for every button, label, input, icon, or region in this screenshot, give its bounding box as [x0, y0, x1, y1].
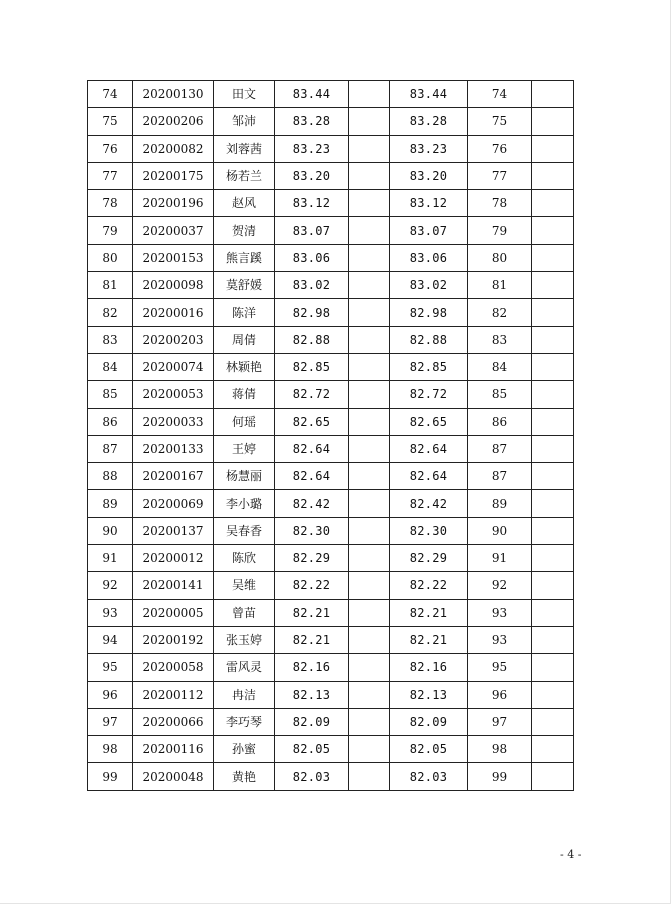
table-row: [88, 135, 574, 162]
rank-cell: 75: [468, 108, 532, 135]
bonus-cell: [349, 626, 390, 653]
exam-number-cell: 20200048: [133, 763, 214, 790]
bonus-cell: [349, 135, 390, 162]
rank-cell: 92: [468, 572, 532, 599]
name-cell: 张玉婷: [214, 626, 275, 653]
name-cell: 雷风灵: [214, 654, 275, 681]
total-score-cell: 82.05: [390, 736, 468, 763]
note-cell: [532, 81, 574, 108]
exam-number-cell: 20200167: [133, 463, 214, 490]
score-cell: 83.02: [275, 272, 349, 299]
note-cell: [532, 162, 574, 189]
score-cell: 82.05: [275, 736, 349, 763]
note-cell: [532, 353, 574, 380]
rank-cell: 93: [468, 599, 532, 626]
score-cell: 82.30: [275, 517, 349, 544]
note-cell: [532, 435, 574, 462]
total-score-cell: 82.21: [390, 599, 468, 626]
seq-cell: 82: [88, 299, 133, 326]
seq-cell: 98: [88, 736, 133, 763]
score-cell: 82.72: [275, 381, 349, 408]
bonus-cell: [349, 545, 390, 572]
table-row: [88, 572, 574, 599]
name-cell: 李小璐: [214, 490, 275, 517]
table-row: [88, 517, 574, 544]
note-cell: [532, 381, 574, 408]
name-cell: 熊言蹊: [214, 244, 275, 271]
score-cell: 83.28: [275, 108, 349, 135]
note-cell: [532, 708, 574, 735]
exam-number-cell: 20200053: [133, 381, 214, 408]
table-row: [88, 217, 574, 244]
note-cell: [532, 326, 574, 353]
name-cell: 田文: [214, 81, 275, 108]
seq-cell: 77: [88, 162, 133, 189]
name-cell: 刘蓉茜: [214, 135, 275, 162]
seq-cell: 78: [88, 190, 133, 217]
note-cell: [532, 217, 574, 244]
table-row: [88, 190, 574, 217]
name-cell: 何瑶: [214, 408, 275, 435]
note-cell: [532, 135, 574, 162]
total-score-cell: 82.09: [390, 708, 468, 735]
total-score-cell: 82.03: [390, 763, 468, 790]
exam-number-cell: 20200066: [133, 708, 214, 735]
bonus-cell: [349, 490, 390, 517]
total-score-cell: 82.88: [390, 326, 468, 353]
rank-cell: 90: [468, 517, 532, 544]
total-score-cell: 82.72: [390, 381, 468, 408]
bonus-cell: [349, 108, 390, 135]
exam-number-cell: 20200033: [133, 408, 214, 435]
table-row: [88, 763, 574, 790]
score-cell: 82.64: [275, 435, 349, 462]
rank-cell: 81: [468, 272, 532, 299]
seq-cell: 83: [88, 326, 133, 353]
table-row: [88, 244, 574, 271]
note-cell: [532, 763, 574, 790]
exam-number-cell: 20200098: [133, 272, 214, 299]
exam-number-cell: 20200192: [133, 626, 214, 653]
score-table: [87, 80, 574, 791]
total-score-cell: 83.12: [390, 190, 468, 217]
table-row: [88, 708, 574, 735]
exam-number-cell: 20200037: [133, 217, 214, 244]
bonus-cell: [349, 162, 390, 189]
exam-number-cell: 20200074: [133, 353, 214, 380]
name-cell: 黄艳: [214, 763, 275, 790]
bonus-cell: [349, 408, 390, 435]
score-cell: 83.06: [275, 244, 349, 271]
exam-number-cell: 20200005: [133, 599, 214, 626]
bonus-cell: [349, 244, 390, 271]
bonus-cell: [349, 326, 390, 353]
score-cell: 82.03: [275, 763, 349, 790]
note-cell: [532, 654, 574, 681]
seq-cell: 88: [88, 463, 133, 490]
score-cell: 82.65: [275, 408, 349, 435]
seq-cell: 96: [88, 681, 133, 708]
seq-cell: 79: [88, 217, 133, 244]
rank-cell: 93: [468, 626, 532, 653]
total-score-cell: 82.29: [390, 545, 468, 572]
table-row: [88, 81, 574, 108]
note-cell: [532, 244, 574, 271]
exam-number-cell: 20200206: [133, 108, 214, 135]
score-cell: 82.42: [275, 490, 349, 517]
seq-cell: 93: [88, 599, 133, 626]
score-cell: 82.13: [275, 681, 349, 708]
table-row: [88, 654, 574, 681]
name-cell: 曾苗: [214, 599, 275, 626]
score-cell: 82.09: [275, 708, 349, 735]
score-cell: 82.98: [275, 299, 349, 326]
table-row: [88, 490, 574, 517]
score-cell: 82.85: [275, 353, 349, 380]
name-cell: 孙蜜: [214, 736, 275, 763]
note-cell: [532, 572, 574, 599]
table-row: [88, 299, 574, 326]
total-score-cell: 82.64: [390, 435, 468, 462]
note-cell: [532, 408, 574, 435]
seq-cell: 99: [88, 763, 133, 790]
table-row: [88, 108, 574, 135]
table-row: [88, 162, 574, 189]
seq-cell: 90: [88, 517, 133, 544]
score-cell: 83.07: [275, 217, 349, 244]
table-row: [88, 435, 574, 462]
rank-cell: 96: [468, 681, 532, 708]
rank-cell: 91: [468, 545, 532, 572]
exam-number-cell: 20200082: [133, 135, 214, 162]
seq-cell: 84: [88, 353, 133, 380]
rank-cell: 95: [468, 654, 532, 681]
rank-cell: 87: [468, 463, 532, 490]
total-score-cell: 82.65: [390, 408, 468, 435]
bonus-cell: [349, 572, 390, 599]
note-cell: [532, 681, 574, 708]
bonus-cell: [349, 763, 390, 790]
total-score-cell: 83.20: [390, 162, 468, 189]
rank-cell: 97: [468, 708, 532, 735]
exam-number-cell: 20200069: [133, 490, 214, 517]
bonus-cell: [349, 736, 390, 763]
bonus-cell: [349, 299, 390, 326]
total-score-cell: 83.28: [390, 108, 468, 135]
note-cell: [532, 490, 574, 517]
name-cell: 赵风: [214, 190, 275, 217]
table-row: [88, 626, 574, 653]
note-cell: [532, 517, 574, 544]
exam-number-cell: 20200058: [133, 654, 214, 681]
rank-cell: 82: [468, 299, 532, 326]
name-cell: 蒋倩: [214, 381, 275, 408]
seq-cell: 94: [88, 626, 133, 653]
table-row: [88, 326, 574, 353]
bonus-cell: [349, 517, 390, 544]
seq-cell: 80: [88, 244, 133, 271]
seq-cell: 89: [88, 490, 133, 517]
table-row: [88, 599, 574, 626]
name-cell: 周倩: [214, 326, 275, 353]
total-score-cell: 83.44: [390, 81, 468, 108]
name-cell: 莫舒媛: [214, 272, 275, 299]
bonus-cell: [349, 353, 390, 380]
note-cell: [532, 190, 574, 217]
score-cell: 82.21: [275, 599, 349, 626]
table-body: [88, 81, 574, 791]
seq-cell: 74: [88, 81, 133, 108]
rank-cell: 83: [468, 326, 532, 353]
note-cell: [532, 545, 574, 572]
exam-number-cell: 20200196: [133, 190, 214, 217]
table-row: [88, 545, 574, 572]
score-cell: 82.21: [275, 626, 349, 653]
total-score-cell: 82.42: [390, 490, 468, 517]
rank-cell: 87: [468, 435, 532, 462]
bonus-cell: [349, 654, 390, 681]
rank-cell: 84: [468, 353, 532, 380]
bonus-cell: [349, 435, 390, 462]
bonus-cell: [349, 217, 390, 244]
rank-cell: 78: [468, 190, 532, 217]
score-cell: 82.16: [275, 654, 349, 681]
score-cell: 82.88: [275, 326, 349, 353]
name-cell: 杨慧丽: [214, 463, 275, 490]
exam-number-cell: 20200112: [133, 681, 214, 708]
page-number: - 4 -: [560, 848, 582, 861]
name-cell: 杨若兰: [214, 162, 275, 189]
total-score-cell: 83.07: [390, 217, 468, 244]
seq-cell: 92: [88, 572, 133, 599]
total-score-cell: 83.02: [390, 272, 468, 299]
table-row: [88, 463, 574, 490]
name-cell: 陈欣: [214, 545, 275, 572]
name-cell: 林颖艳: [214, 353, 275, 380]
seq-cell: 76: [88, 135, 133, 162]
rank-cell: 74: [468, 81, 532, 108]
total-score-cell: 82.64: [390, 463, 468, 490]
score-cell: 83.12: [275, 190, 349, 217]
score-cell: 82.29: [275, 545, 349, 572]
total-score-cell: 82.85: [390, 353, 468, 380]
total-score-cell: 82.22: [390, 572, 468, 599]
rank-cell: 99: [468, 763, 532, 790]
bonus-cell: [349, 681, 390, 708]
name-cell: 李巧琴: [214, 708, 275, 735]
total-score-cell: 82.30: [390, 517, 468, 544]
total-score-cell: 82.16: [390, 654, 468, 681]
exam-number-cell: 20200116: [133, 736, 214, 763]
total-score-cell: 82.13: [390, 681, 468, 708]
exam-number-cell: 20200137: [133, 517, 214, 544]
name-cell: 冉洁: [214, 681, 275, 708]
note-cell: [532, 736, 574, 763]
score-cell: 83.23: [275, 135, 349, 162]
rank-cell: 85: [468, 381, 532, 408]
seq-cell: 87: [88, 435, 133, 462]
seq-cell: 75: [88, 108, 133, 135]
bonus-cell: [349, 81, 390, 108]
score-cell: 83.20: [275, 162, 349, 189]
note-cell: [532, 599, 574, 626]
exam-number-cell: 20200133: [133, 435, 214, 462]
note-cell: [532, 108, 574, 135]
rank-cell: 79: [468, 217, 532, 244]
table-row: [88, 408, 574, 435]
seq-cell: 86: [88, 408, 133, 435]
score-cell: 82.64: [275, 463, 349, 490]
table-row: [88, 681, 574, 708]
bonus-cell: [349, 463, 390, 490]
seq-cell: 81: [88, 272, 133, 299]
bonus-cell: [349, 599, 390, 626]
note-cell: [532, 626, 574, 653]
total-score-cell: 82.98: [390, 299, 468, 326]
name-cell: 贺清: [214, 217, 275, 244]
table-row: [88, 381, 574, 408]
table-row: [88, 353, 574, 380]
exam-number-cell: 20200153: [133, 244, 214, 271]
rank-cell: 98: [468, 736, 532, 763]
note-cell: [532, 272, 574, 299]
name-cell: 吴维: [214, 572, 275, 599]
rank-cell: 86: [468, 408, 532, 435]
name-cell: 邹沛: [214, 108, 275, 135]
note-cell: [532, 299, 574, 326]
bonus-cell: [349, 708, 390, 735]
bonus-cell: [349, 272, 390, 299]
exam-number-cell: 20200012: [133, 545, 214, 572]
rank-cell: 76: [468, 135, 532, 162]
rank-cell: 77: [468, 162, 532, 189]
seq-cell: 97: [88, 708, 133, 735]
table-row: [88, 272, 574, 299]
total-score-cell: 82.21: [390, 626, 468, 653]
seq-cell: 85: [88, 381, 133, 408]
exam-number-cell: 20200203: [133, 326, 214, 353]
total-score-cell: 83.06: [390, 244, 468, 271]
rank-cell: 80: [468, 244, 532, 271]
score-cell: 83.44: [275, 81, 349, 108]
seq-cell: 91: [88, 545, 133, 572]
name-cell: 陈洋: [214, 299, 275, 326]
exam-number-cell: 20200130: [133, 81, 214, 108]
bonus-cell: [349, 381, 390, 408]
score-cell: 82.22: [275, 572, 349, 599]
exam-number-cell: 20200141: [133, 572, 214, 599]
exam-number-cell: 20200175: [133, 162, 214, 189]
note-cell: [532, 463, 574, 490]
name-cell: 王婷: [214, 435, 275, 462]
name-cell: 吴春香: [214, 517, 275, 544]
exam-number-cell: 20200016: [133, 299, 214, 326]
total-score-cell: 83.23: [390, 135, 468, 162]
seq-cell: 95: [88, 654, 133, 681]
bonus-cell: [349, 190, 390, 217]
rank-cell: 89: [468, 490, 532, 517]
table-row: [88, 736, 574, 763]
